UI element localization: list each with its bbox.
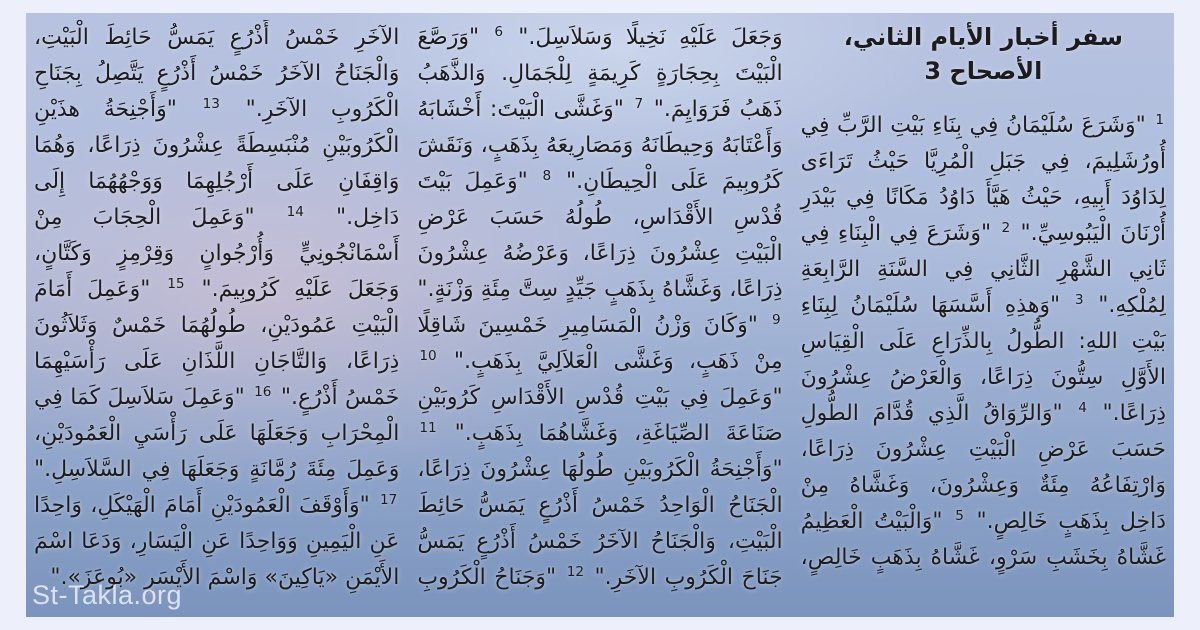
verse-number: 10 (419, 347, 437, 364)
verses-flow (34, 25, 1166, 590)
verse: $^7$ "وَغَشَّى الْبَيْتَ: أَخْشَابَهُ وَأَعْتَابَهُ وَحِيطَانَهُ وَمَصَارِيعَهُ بِذَهَبٍ، وَنَقَشَ كَرُوبِيمَ عَلَى الْحِيطَانِ." (417, 95, 783, 194)
verse: $^9$ "وَكَانَ وَزْنُ الْمَسَامِيرِ خَمْسِينَ شَاقِلًا مِنْ ذَهَبٍ، وَغَشَّى الْعَلاَلِيَّ بِذَهَبٍ." (417, 311, 783, 374)
verse-number: 14 (286, 203, 304, 220)
verse: $^{16}$ "وَعَمِلَ سَلاَسِلَ كَمَا فِي الْمِحْرَابِ وَجَعَلَهَا عَلَى رَأْسَيِ الْعَمُودَيْنِ، وَعَمِلَ مِئَةَ رُمَّانَةٍ وَجَعَلَهَا فِي السَّلاَسِلِ." (34, 383, 400, 482)
watermark: St-Takla.org (32, 580, 183, 610)
verse-number: 2 (1001, 219, 1011, 236)
verse-number: 1 (1155, 111, 1164, 128)
verse-number: 17 (380, 491, 398, 508)
verse: $^{15}$ "وَعَمِلَ أَمَامَ الْبَيْتِ عَمُودَيْنِ، طُولُهُمَا خَمْسٌ وَثَلاَثُونَ ذِرَاعًا، وَالتَّاجَانِ اللَّذَانِ عَلَى رَأْسَيْهِمَا خَمْسُ أَذْرُعٍ." (34, 275, 400, 410)
verse-number: 8 (542, 167, 552, 184)
verse: $^{13}$ "وَأَجْنِحَةُ هذَيْنِ الْكَرُوبَيْنِ مُنْبَسِطَةً عِشْرُونَ ذِرَاعًا، وَهُمَا وَاقِفَانِ عَلَى أَرْجُلِهِمَا وَوَجْهُهُمَا إِلَى دَاخِل." (34, 95, 400, 230)
verse: $^1$ "وَشَرَعَ سُلَيْمَانُ فِي بِنَاءِ بَيْتِ الرَّبِّ فِي أُورُشَلِيمَ، فِي جَبَلِ الْمُرِيَّا حَيْثُ تَرَاءَى لِدَاوُدَ أَبِيهِ، حَيْثُ هَيَّأَ دَاوُدُ مَكَانًا فِي بَيْدَرِ أُرْنَانَ الْيَبُوسِيِّ." (800, 111, 1166, 246)
verse: $^5$ "وَالْبَيْتُ الْعَظِيمُ غَشَّاهُ بِخَشَبِ سَرْوٍ، غَشَّاهُ بِذَهَبٍ خَالِصٍ، وَجَعَلَ عَلَيْهِ نَخِيلًا وَسَلاَسِلَ." (505, 25, 1166, 570)
verse-number: 7 (634, 95, 644, 112)
verse: $^3$ "وَهذِهِ أَسَّسَهَا سُلَيْمَانُ لِبِنَاءِ بَيْتِ اللهِ: الطُّولُ بِالذِّرَاعِ عَلَى الْقِيَاسِ الأَوَّلِ سِتُّونَ ذِرَاعًا، وَالْعَرْضُ عِشْرُونَ ذِرَاعًا." (800, 291, 1166, 426)
verse-number: 13 (202, 95, 220, 112)
verse: $^{11}$ "وَأَجْنِحَةُ الْكَرُوبَيْنِ طُولُهَا عِشْرُونَ ذِرَاعًا، الْجَنَاحُ الْوَاحِدُ خَمْسُ أَذْرُعٍ يَمَسُّ حَائِطَ الْبَيْتِ، وَالْجَنَاحُ الآخَرُ خَمْسُ أَذْرُعٍ يَمَسُّ جَنَاحَ الْكَرُوبِ الآخَرِ." (417, 419, 783, 590)
verse-number: 3 (1074, 291, 1084, 308)
verse-number: 15 (167, 275, 185, 292)
verse-number: 16 (254, 383, 272, 400)
verse-number: 12 (566, 563, 585, 580)
verse: $^{10}$ "وَعَمِلَ فِي بَيْتِ قُدْسِ الأَقْدَاسِ كَرُوبَيْنِ صَنَاعَةَ الصِّيَاغَةِ، وَغَشَّاهُمَا بِذَهَبٍ." (417, 347, 783, 446)
verse: $^8$ "وَعَمِلَ بَيْتَ قُدْسِ الأَقْدَاسِ، طُولُهُ حَسَبَ عَرْضِ الْبَيْتِ عِشْرُونَ ذِرَاعًا، وَعَرْضُهُ عِشْرُونَ ذِرَاعًا، وَغَشَّاهُ بِذَهَبٍ جَيِّدٍ سِتَّ مِئَةِ وَزْنَةٍ." (417, 167, 783, 302)
verse: $^4$ "وَالرِّوَاقُ الَّذِي قُدَّامَ الطُّولِ حَسَبَ عَرْضِ الْبَيْتِ عِشْرُونَ ذِرَاعًا، وَارْتِفَاعُهُ مِئَةٌ وَعِشْرُونَ، وَغَشَّاهُ مِنْ دَاخِل بِذَهَبٍ خَالِصٍ." (800, 399, 1166, 534)
verse: $^{14}$ "وَعَمِلَ الْحِجَابَ مِنْ أَسْمَانْجُونِيٍّ وَأُرْجُوانٍ وَقِرْمِزٍ وَكَتَّانٍ، وَجَعَلَ عَلَيْهِ كَرُوبِيمَ." (34, 203, 400, 302)
chapter-title: سفر أخبار الأيام الثاني، الأصحاح 3 (843, 23, 1123, 85)
verse: $^2$ "وَشَرَعَ فِي الْبِنَاءِ فِي ثَانِي الشَّهْرِ الثَّانِي فِي السَّنَةِ الرَّابِعَةِ لِمُلْكِهِ." (800, 219, 1166, 318)
verse-number: 5 (955, 507, 964, 524)
verse-number: 9 (772, 311, 781, 328)
verse: $^{12}$ "وَجَنَاحُ الْكَرُوبِ الآخَرِ خَمْسُ أَذْرُعٍ يَمَسُّ حَائِطَ الْبَيْتِ، وَالْجَنَاحُ الآخَرُ خَمْسُ أَذْرُعٍ يَتَّصِلُ بِجَنَاحِ الْكَرُوبِ الآخَرِ." (34, 25, 585, 590)
verse-number: 6 (494, 23, 503, 40)
verse: $^{17}$ "وَأَوْقَفَ الْعَمُودَيْنِ أَمَامَ الْهَيْكَلِ، وَاحِدًا عَنِ الْيَمِينِ وَوَاحِدًا عَنِ الْيَسَارِ، وَدَعَا اسْمَ الأَيْمَنِ «يَاكِينَ» وَاسْمَ الأَيْسَرِ «بُوعَزَ»." (34, 491, 400, 590)
verse-number: 11 (419, 419, 437, 436)
scripture-text (34, 20, 1166, 607)
sky-background-photo (26, 13, 1174, 617)
verse: $^6$ "وَرَصَّعَ الْبَيْتَ بِحِجَارَةٍ كَرِيمَةٍ لِلْجَمَالِ. وَالذَّهَبُ ذَهَبُ فَرَوَايِمَ." (417, 23, 783, 122)
verse-number: 4 (1078, 399, 1087, 416)
